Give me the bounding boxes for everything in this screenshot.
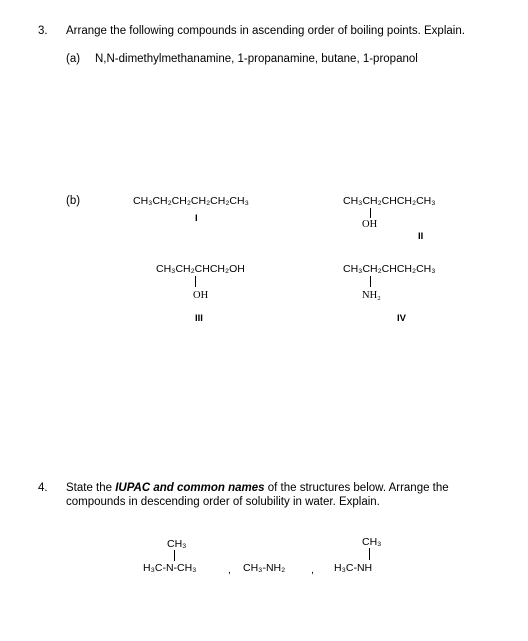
- q4-line1: [66, 482, 449, 494]
- structure-iv-formula: CH₃CH₂CHCH₂CH₃: [343, 263, 436, 275]
- q4-s3-top: CH₃: [362, 536, 382, 548]
- structure-iv-substituent: NH₂: [362, 290, 381, 301]
- q4-emphasis: IUPAC and common names: [115, 482, 265, 494]
- q4-s1-top: CH₃: [167, 538, 187, 550]
- q4-number: 4.: [38, 482, 48, 494]
- structure-ii-bond: [370, 208, 371, 218]
- q3-number: 3.: [38, 25, 48, 37]
- q4-sep2: ,: [311, 564, 314, 576]
- structure-ii-substituent: OH: [362, 219, 378, 230]
- q3b-label: (b): [66, 195, 81, 207]
- q4-s3-bond: [369, 548, 370, 560]
- q4-s3-main: H₃C-NH: [334, 562, 373, 574]
- structure-iv-label: IV: [397, 313, 406, 324]
- structure-iii-substituent: OH: [193, 290, 209, 301]
- structure-ii-label: II: [418, 231, 424, 242]
- structure-i-formula: CH₃CH₂CH₂CH₂CH₂CH₃: [133, 195, 249, 207]
- structure-iv-bond: [370, 276, 371, 287]
- structure-iii-bond: [195, 276, 196, 287]
- q4-text-after: of the structures below. Arrange the: [264, 482, 449, 494]
- q4-sep1: ,: [228, 564, 231, 576]
- q4-line2: compounds in descending order of solubility in water. Explain.: [66, 496, 380, 508]
- q4-s2-main: CH₃-NH₂: [243, 562, 286, 574]
- q4-text-before: State the: [66, 482, 116, 494]
- q3a-compounds: N,N-dimethylmethanamine, 1-propanamine, butane, 1-propanol: [95, 53, 418, 65]
- structure-iii-formula: CH₃CH₂CHCH₂OH: [156, 263, 245, 275]
- q3a-label: (a): [66, 53, 81, 65]
- structure-iii-label: III: [195, 313, 203, 324]
- q3-instruction: Arrange the following compounds in ascending order of boiling points. Explain.: [66, 25, 465, 37]
- structure-ii-formula: CH₃CH₂CHCH₂CH₃: [343, 195, 436, 207]
- q4-s1-bond: [174, 550, 175, 561]
- q4-s1-main: H₃C-N-CH₃: [143, 562, 197, 574]
- structure-i-label: I: [195, 213, 198, 224]
